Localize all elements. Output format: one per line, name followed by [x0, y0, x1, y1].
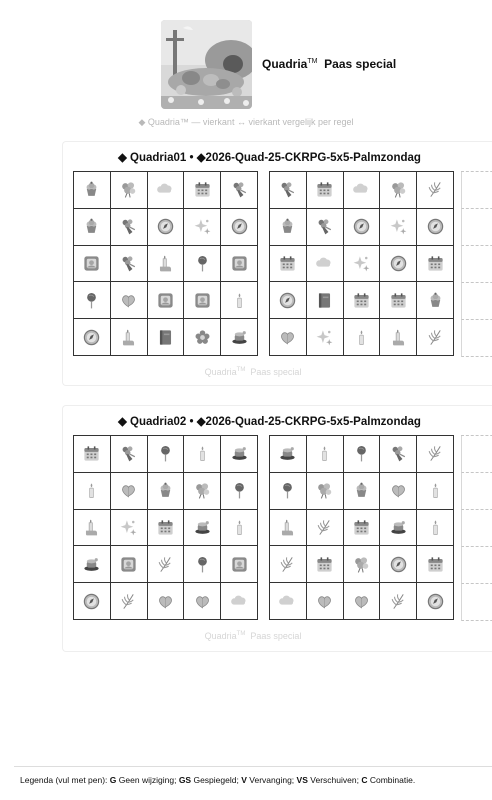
heart-box-icon — [119, 291, 138, 310]
grid-cell[interactable] — [270, 282, 307, 319]
grid-cell[interactable] — [221, 583, 258, 620]
grid-cell[interactable] — [270, 319, 307, 356]
cake-tray-icon — [230, 328, 249, 347]
grid-cell[interactable] — [184, 246, 221, 283]
puzzle-card-1 — [62, 141, 492, 386]
sparkles-icon — [352, 254, 371, 273]
cloud-icon — [156, 180, 175, 199]
cake-tray-icon — [230, 444, 249, 463]
legend-text: Vervanging; — [249, 775, 295, 785]
legend-code: V — [241, 775, 247, 785]
grid-cell[interactable] — [270, 172, 307, 209]
watermark-text: Quadria — [204, 367, 237, 377]
calendar-icon — [426, 254, 445, 273]
calendar-icon — [315, 555, 334, 574]
app-title-suffix: Paas special — [324, 57, 397, 71]
heart-box-icon — [352, 592, 371, 611]
puzzle-title: ◆ Quadria01 • ◆2026-Quad-25-CKRPG-5x5-Palmzondag — [118, 152, 421, 164]
compass-icon — [230, 217, 249, 236]
photo-frame-icon — [82, 254, 101, 273]
footer-divider — [14, 766, 492, 767]
sparkles-icon — [193, 217, 212, 236]
watermark-suffix: Paas special — [250, 367, 302, 377]
palm-branch-icon — [156, 555, 175, 574]
watermark-text: Quadria — [204, 631, 237, 641]
legend-text: Combinatie. — [369, 775, 416, 785]
grid-cell[interactable] — [74, 246, 111, 283]
lollipop-icon — [82, 291, 101, 310]
grid-cell[interactable] — [270, 473, 307, 510]
grid-cell[interactable] — [111, 473, 148, 510]
calendar-icon — [315, 180, 334, 199]
grid-cell[interactable] — [148, 583, 185, 620]
grid-cell[interactable] — [74, 282, 111, 319]
answer-cell[interactable] — [461, 246, 492, 283]
grid-cell[interactable] — [221, 510, 258, 547]
lollipop-icon — [193, 555, 212, 574]
grid-cell[interactable] — [344, 209, 381, 246]
compass-icon — [156, 217, 175, 236]
lollipop-icon — [352, 444, 371, 463]
bouquet-icon — [119, 217, 138, 236]
grid-cell[interactable] — [417, 246, 454, 283]
left-grid — [73, 171, 258, 356]
watermark-mark: TM — [236, 367, 246, 373]
grid-cell[interactable] — [417, 209, 454, 246]
grid-cell[interactable] — [380, 436, 417, 473]
grid-cell[interactable] — [74, 172, 111, 209]
candle-hand-icon — [389, 328, 408, 347]
flower-bunch-icon — [119, 180, 138, 199]
grid-cell[interactable] — [307, 209, 344, 246]
grid-cell[interactable] — [307, 546, 344, 583]
legend — [20, 775, 415, 785]
grid-cell[interactable] — [148, 172, 185, 209]
legend-code: VS — [296, 775, 308, 785]
lollipop-icon — [156, 444, 175, 463]
cupcake-icon — [82, 180, 101, 199]
palm-branch-icon — [278, 555, 297, 574]
heart-box-icon — [389, 481, 408, 500]
compass-icon — [278, 291, 297, 310]
compass-icon — [426, 592, 445, 611]
heart-box-icon — [315, 592, 334, 611]
cloud-icon — [278, 592, 297, 611]
grid-cell[interactable] — [344, 436, 381, 473]
grid-cell[interactable] — [417, 282, 454, 319]
book-icon — [156, 328, 175, 347]
grid-cell[interactable] — [307, 172, 344, 209]
lollipop-icon — [230, 481, 249, 500]
bouquet-icon — [119, 254, 138, 273]
compass-icon — [389, 555, 408, 574]
page-header — [0, 0, 492, 140]
legend-text: Gespiegeld; — [193, 775, 239, 785]
answer-cell[interactable] — [461, 436, 492, 473]
answer-cell[interactable] — [461, 547, 492, 584]
cover-illustration — [161, 20, 252, 109]
calendar-icon — [352, 518, 371, 537]
grid-cell[interactable] — [148, 282, 185, 319]
grid-cell[interactable] — [111, 436, 148, 473]
candle-icon — [426, 481, 445, 500]
candle-icon — [82, 481, 101, 500]
grid-cell[interactable] — [111, 583, 148, 620]
grid-cell[interactable] — [344, 510, 381, 547]
legend-text: Geen wijziging; — [118, 775, 177, 785]
candle-icon — [230, 291, 249, 310]
left-grid — [73, 435, 258, 620]
grid-cell[interactable] — [344, 473, 381, 510]
bouquet-icon — [278, 180, 297, 199]
grid-cell[interactable] — [148, 246, 185, 283]
grid-cell[interactable] — [417, 436, 454, 473]
grid-cell[interactable] — [380, 246, 417, 283]
grid-cell[interactable] — [344, 546, 381, 583]
grid-cell[interactable] — [270, 583, 307, 620]
grid-cell[interactable] — [221, 319, 258, 356]
puzzle-title: ◆ Quadria02 • ◆2026-Quad-25-CKRPG-5x5-Palmzondag — [118, 416, 421, 428]
flower-bunch-icon — [315, 481, 334, 500]
grid-cell[interactable] — [221, 473, 258, 510]
cupcake-icon — [278, 217, 297, 236]
photo-frame-icon — [230, 555, 249, 574]
answer-column — [461, 171, 492, 356]
grid-cell[interactable] — [111, 172, 148, 209]
legend-code: C — [361, 775, 368, 785]
cloud-icon — [230, 592, 249, 611]
grid-cell[interactable] — [270, 546, 307, 583]
grid-cell[interactable] — [307, 319, 344, 356]
watermark-suffix: Paas special — [250, 631, 302, 641]
watermark-mark: TM — [236, 631, 246, 637]
grid-cell[interactable] — [417, 319, 454, 356]
answer-cell[interactable] — [461, 172, 492, 209]
grid-cell[interactable] — [148, 473, 185, 510]
palm-branch-icon — [119, 592, 138, 611]
legend-code: G — [109, 775, 117, 785]
grid-cell[interactable] — [111, 282, 148, 319]
lollipop-icon — [193, 254, 212, 273]
grid-cell[interactable] — [344, 319, 381, 356]
candle-icon — [315, 444, 334, 463]
grid-cell[interactable] — [417, 546, 454, 583]
grid-cell[interactable] — [307, 246, 344, 283]
watermark — [63, 631, 492, 641]
calendar-icon — [156, 518, 175, 537]
puzzle-card-2 — [62, 405, 492, 652]
grid-cell[interactable] — [417, 583, 454, 620]
candle-icon — [352, 328, 371, 347]
calendar-icon — [82, 444, 101, 463]
heart-box-icon — [278, 328, 297, 347]
grid-cell[interactable] — [184, 172, 221, 209]
candle-hand-icon — [82, 518, 101, 537]
grid-cell[interactable] — [184, 436, 221, 473]
grid-cell[interactable] — [270, 436, 307, 473]
cake-tray-icon — [82, 555, 101, 574]
grid-cell[interactable] — [221, 282, 258, 319]
grid-cell[interactable] — [221, 546, 258, 583]
grid-cell[interactable] — [344, 246, 381, 283]
calendar-icon — [193, 180, 212, 199]
calendar-icon — [352, 291, 371, 310]
cake-tray-icon — [389, 518, 408, 537]
palm-branch-icon — [426, 180, 445, 199]
grid-cell[interactable] — [307, 282, 344, 319]
book-icon — [315, 291, 334, 310]
grid-cell[interactable] — [111, 319, 148, 356]
grid-cell[interactable] — [380, 319, 417, 356]
grid-cell[interactable] — [307, 510, 344, 547]
watermark — [63, 367, 492, 377]
answer-cell[interactable] — [461, 283, 492, 320]
calendar-icon — [278, 254, 297, 273]
cupcake-icon — [352, 481, 371, 500]
grid-cell[interactable] — [417, 473, 454, 510]
trademark-mark: TM — [307, 58, 318, 65]
right-grid — [269, 435, 454, 620]
grid-cell[interactable] — [74, 436, 111, 473]
flower-icon — [193, 328, 212, 347]
grid-cell[interactable] — [380, 172, 417, 209]
grid-cell[interactable] — [148, 436, 185, 473]
compass-icon — [426, 217, 445, 236]
calendar-icon — [426, 555, 445, 574]
palm-branch-icon — [426, 444, 445, 463]
grid-cell[interactable] — [148, 510, 185, 547]
compass-icon — [352, 217, 371, 236]
compass-icon — [82, 592, 101, 611]
calendar-icon — [389, 291, 408, 310]
grid-cell[interactable] — [184, 282, 221, 319]
answer-cell[interactable] — [461, 510, 492, 547]
grid-cell[interactable] — [344, 282, 381, 319]
flower-bunch-icon — [193, 481, 212, 500]
grid-cell[interactable] — [111, 246, 148, 283]
cloud-icon — [315, 254, 334, 273]
sparkles-icon — [119, 518, 138, 537]
cake-tray-icon — [278, 444, 297, 463]
grid-cell[interactable] — [380, 282, 417, 319]
grid-cell[interactable] — [270, 246, 307, 283]
palm-branch-icon — [389, 592, 408, 611]
grid-cell[interactable] — [380, 583, 417, 620]
grid-cell[interactable] — [74, 583, 111, 620]
bouquet-icon — [230, 180, 249, 199]
heart-box-icon — [156, 592, 175, 611]
cupcake-icon — [82, 217, 101, 236]
answer-cell[interactable] — [461, 209, 492, 246]
bouquet-icon — [389, 444, 408, 463]
grid-cell[interactable] — [111, 546, 148, 583]
answer-column — [461, 435, 492, 620]
bouquet-icon — [315, 217, 334, 236]
grid-cell[interactable] — [307, 583, 344, 620]
candle-icon — [426, 518, 445, 537]
grid-cell[interactable] — [270, 209, 307, 246]
sparkles-icon — [315, 328, 334, 347]
candle-icon — [230, 518, 249, 537]
cloud-icon — [352, 180, 371, 199]
candle-icon — [193, 444, 212, 463]
grid-cell[interactable] — [74, 473, 111, 510]
cupcake-icon — [426, 291, 445, 310]
answer-cell[interactable] — [461, 473, 492, 510]
grid-cell[interactable] — [184, 546, 221, 583]
candle-hand-icon — [119, 328, 138, 347]
heart-box-icon — [193, 592, 212, 611]
app-title — [262, 57, 396, 71]
candle-hand-icon — [156, 254, 175, 273]
palm-branch-icon — [426, 328, 445, 347]
candle-hand-icon — [278, 518, 297, 537]
grid-cell[interactable] — [221, 436, 258, 473]
grid-cell[interactable] — [417, 510, 454, 547]
grid-cell[interactable] — [111, 510, 148, 547]
grid-cell[interactable] — [417, 172, 454, 209]
grid-cell[interactable] — [344, 172, 381, 209]
cupcake-icon — [156, 481, 175, 500]
legend-code: GS — [178, 775, 192, 785]
app-title-text: Quadria — [262, 57, 308, 71]
heart-box-icon — [119, 481, 138, 500]
grid-cell[interactable] — [184, 473, 221, 510]
flower-bunch-icon — [389, 180, 408, 199]
grid-cell[interactable] — [74, 510, 111, 547]
grid-cell[interactable] — [74, 546, 111, 583]
grid-cell[interactable] — [184, 583, 221, 620]
grid-cell[interactable] — [380, 546, 417, 583]
grid-cell[interactable] — [111, 209, 148, 246]
grid-cell[interactable] — [221, 209, 258, 246]
palm-branch-icon — [315, 518, 334, 537]
compass-icon — [82, 328, 101, 347]
photo-frame-icon — [119, 555, 138, 574]
sparkles-icon — [389, 217, 408, 236]
grid-cell[interactable] — [184, 209, 221, 246]
photo-frame-icon — [156, 291, 175, 310]
photo-frame-icon — [230, 254, 249, 273]
compass-icon — [389, 254, 408, 273]
cake-tray-icon — [193, 518, 212, 537]
grid-cell[interactable] — [184, 319, 221, 356]
grid-cell[interactable] — [148, 319, 185, 356]
right-grid — [269, 171, 454, 356]
grid-cell[interactable] — [221, 246, 258, 283]
subtitle: ◆ Quadria™ — vierkant ↔ vierkant vergelijk per regel — [138, 117, 354, 127]
answer-cell[interactable] — [461, 320, 492, 357]
grid-cell[interactable] — [307, 473, 344, 510]
grid-cell[interactable] — [307, 436, 344, 473]
grid-cell[interactable] — [380, 209, 417, 246]
grid-cell[interactable] — [74, 209, 111, 246]
legend-text: Verschuiven; — [310, 775, 359, 785]
legend-prefix: Legenda (vul met pen): — [20, 775, 108, 785]
grid-cell[interactable] — [74, 319, 111, 356]
lollipop-icon — [278, 481, 297, 500]
grid-cell[interactable] — [380, 510, 417, 547]
grid-cell[interactable] — [184, 510, 221, 547]
grid-cell[interactable] — [380, 473, 417, 510]
photo-frame-icon — [193, 291, 212, 310]
grid-cell[interactable] — [344, 583, 381, 620]
grid-cell[interactable] — [221, 172, 258, 209]
flower-bunch-icon — [352, 555, 371, 574]
bouquet-icon — [119, 444, 138, 463]
grid-cell[interactable] — [270, 510, 307, 547]
grid-cell[interactable] — [148, 209, 185, 246]
grid-cell[interactable] — [148, 546, 185, 583]
answer-cell[interactable] — [461, 584, 492, 621]
